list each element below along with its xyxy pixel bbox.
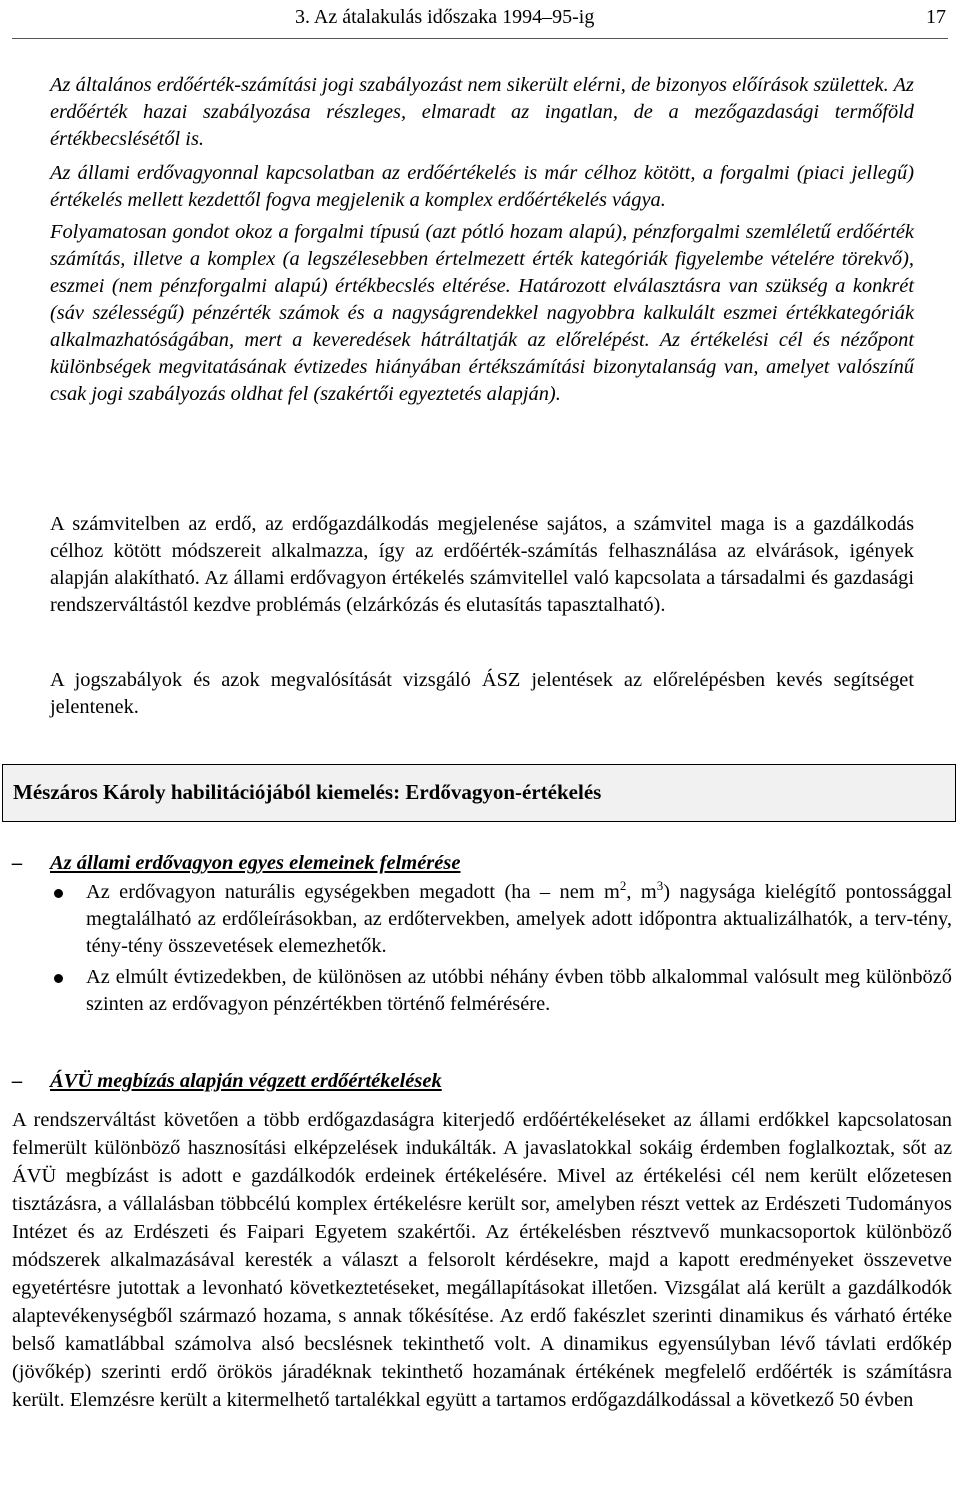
- bullet-2-text: Az elmúlt évtizedekben, de különösen az utóbbi néhány évben több alkalommal valósult meg különböző szinten az erdővagyon pénzértékben történő felmérésére.: [86, 966, 952, 1015]
- italic-paragraph-1: Az általános erdőérték-számítási jogi szabályozást nem sikerült elérni, de bizonyos előírások születtek. Az erdőérték hazai szabályozása részleges, elmaradt az ingatlan, de a mezőgazdasági termőföld értékbecslésétől is.: [50, 74, 914, 150]
- list-item: [12, 964, 952, 1018]
- bullet-icon: [54, 889, 63, 898]
- section-heading-2: [12, 1067, 932, 1095]
- section-heading-1-text: Az állami erdővagyon egyes elemeinek felmérése: [50, 852, 461, 874]
- italic-summary: [50, 72, 914, 413]
- avu-paragraph: A rendszerváltást követően a több erdőgazdaságra kiterjedő erdőértékeléseket az állami erdőkkel kapcsolatosan felmerült különböző hasznosítási elképzelések indukálták. A javaslatokkal sokáig érdemben foglalkoztak, sőt az ÁVÜ megbízást is adott e gazdálkodók erdeinek értékelésére. Mivel az értékelési cél nem került előzetesen tisztázásra, a vállalásban többcélú komplex értékelésre került sor, amelyben részt vettek az Erdészeti Tudományos Intézet és az Erdészeti és Faipari Egyetem szakértői. Az értékelésben résztvevő munkacsoportok különböző módszerek alkalmazásával keresték a választ a felsorolt kérdésekre, majd a kapott eredményeket összevetve egyetértésre jutottak a levonható következtetéseket, megállapításokat illetően. Vizsgálat alá került a gazdálkodók alaptevékenységből származó hozama, s annak tőkésítése. Az erdő fakészlet szerinti dinamikus és várható értéke belső kamatlábbal számolva alsó becslésnek tekinthető volt. A dinamikus egyensúlyban lévő távlati erdőkép (jövőkép) szerinti erdő örökös járadéknak tekinthető hozamának értékének megfelelő erdőérték is számításra került. Elemzésre került a kitermelhető tartalékkal együtt a tartamos erdőgazdálkodással a következő 50 évben: [12, 1109, 952, 1411]
- italic-paragraph-3: Folyamatosan gondot okoz a forgalmi típusú (azt pótló hozam alapú), pénzforgalmi szemléletű erdőérték számítás, illetve a komplex (a legszélesebben értelmezett érték kategóriák figyelembe vételére törekvő), eszmei (nem pénzforgalmi alapú) értékbecslés eltérése. Határozott elválasztásra van szükség a konkrét (sáv szélességű) pénzérték számok és a nagyságrendekkel nagyobbra kalkulált eszmei értékkategóriák alkalmazhatóságában, mert a keveredések hátráltatják az előrelépést. Az értékelési cél és nézőpont különbségek megvitatásának évtizedes hiányában értékszámítási bizonytalanság van, amelyet valószínű csak jogi szabályozás oldhat fel (szakértői egyeztetés alapján).: [50, 221, 914, 405]
- section-heading-1: [12, 849, 932, 877]
- italic-paragraph-2: Az állami erdővagyonnal kapcsolatban az erdőértékelés is már célhoz kötött, a forgalmi (piaci jellegű) értékelés mellett kezdettől fogva megjelenik a komplex erdőértékelés vágya.: [50, 162, 914, 211]
- bullet-1-text-a: Az erdővagyon naturális egységekben megadott (ha – nem m: [86, 881, 620, 903]
- section-heading-2-text: ÁVÜ megbízás alapján végzett erdőértékelések: [50, 1070, 442, 1092]
- dash-marker: –: [12, 852, 23, 874]
- bullet-1-text-b: , m: [626, 881, 657, 903]
- laws-paragraph: A jogszabályok és azok megvalósítását vizsgáló ÁSZ jelentések az előrelépésben kevés segítséget jelentenek.: [50, 669, 914, 718]
- bullet-icon: [54, 974, 63, 983]
- quote-box: [2, 764, 956, 822]
- page-header: [12, 0, 948, 39]
- superscript-3: 3: [656, 878, 664, 893]
- accounting-paragraph: A számvitelben az erdő, az erdőgazdálkodás megjelenése sajátos, a számvitel maga is a gazdálkodás célhoz kötött módszereit alkalmazza, így az erdőérték-számítás felhasználása az elvárások, igények alapján alakítható. Az állami erdővagyon értékelés számvitellel való kapcsolata a társadalmi és gazdasági rendszerváltástól kezdve problémás (elzárkózás és elutasítás tapasztalható).: [50, 513, 914, 616]
- bullet-1-text-c: ) nagysága kielégítő pontossággal megtalálható az erdőleírásokban, az erdőtervekben, amelyek adott időpontra aktualizálhatók, a terv-tény, tény-tény összevetések elemezhetők.: [86, 881, 952, 957]
- superscript-2: 2: [619, 878, 627, 893]
- avu-paragraph-block: [12, 1106, 952, 1414]
- quote-box-label: Mészáros Károly habilitációjából kiemelés: Erdővagyon-értékelés: [13, 780, 602, 804]
- body-paragraph-accounting: [50, 511, 914, 619]
- dash-marker: –: [12, 1070, 23, 1092]
- page-number: 17: [926, 6, 946, 28]
- running-title: 3. Az átalakulás időszaka 1994–95-ig: [295, 6, 595, 28]
- list-item: [12, 879, 952, 960]
- bullet-list: [12, 879, 952, 1022]
- body-paragraph-laws: [50, 667, 914, 721]
